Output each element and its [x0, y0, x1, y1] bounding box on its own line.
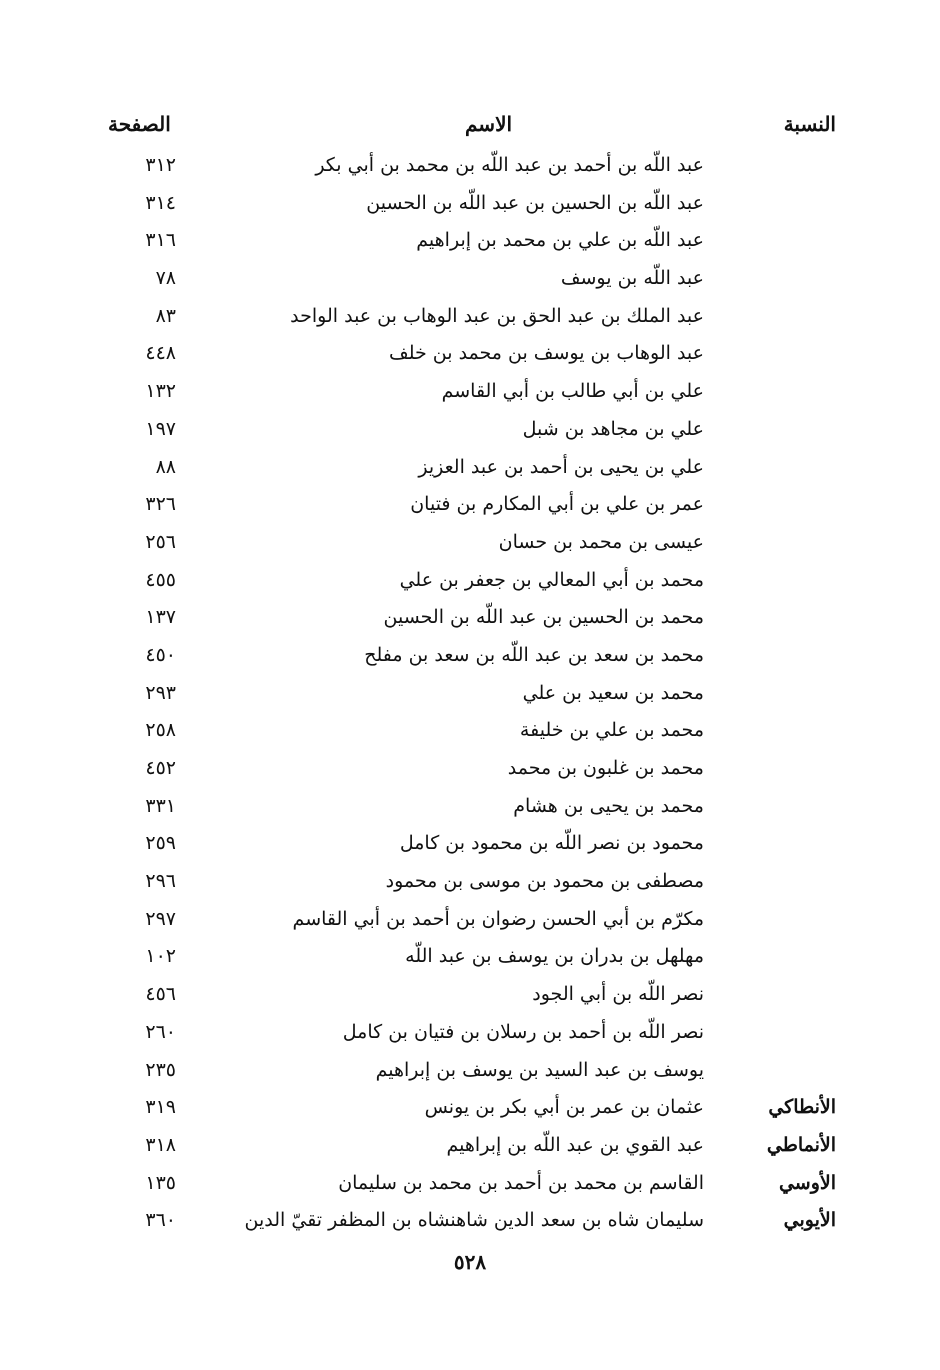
row-page: ١٣٧ [145, 606, 176, 629]
table-row [0, 414, 940, 452]
table-row [0, 527, 940, 565]
row-name: محمد بن الحسين بن عبد اللّه بن الحسين [383, 606, 704, 629]
table-row [0, 1055, 940, 1093]
row-page: ٣١٦ [145, 229, 176, 252]
row-name: سليمان شاه بن سعد الدين شاهنشاه بن المظفر تقيّ الدين [244, 1209, 704, 1232]
table-row [0, 715, 940, 753]
row-name: عثمان بن عمر بن أبي بكر بن يونس [424, 1096, 704, 1119]
table-row [0, 452, 940, 490]
table-row [0, 1130, 940, 1168]
table-row [0, 1017, 940, 1055]
row-name: محمد بن يحيى بن هشام [513, 794, 704, 817]
row-page: ٣٢٦ [145, 493, 176, 516]
row-page: ٢٥٨ [145, 719, 176, 742]
row-page: ١٣٢ [145, 380, 176, 403]
table-row [0, 225, 940, 263]
header-nisba: النسبة [783, 112, 836, 136]
row-name: علي بن أبي طالب بن أبي القاسم [441, 380, 704, 403]
row-page: ٢٥٩ [145, 832, 176, 855]
table-row [0, 602, 940, 640]
table-header [0, 112, 940, 142]
table-row [0, 338, 940, 376]
row-nisba: الأوسي [778, 1171, 836, 1194]
table-row [0, 904, 940, 942]
row-name: مهلهل بن بدران بن يوسف بن عبد اللّه [405, 945, 704, 968]
header-name: الاسم [465, 112, 513, 136]
row-name: مصطفى بن محمود بن موسى بن محمود [385, 870, 704, 893]
row-name: محمود بن نصر اللّه بن محمود بن كامل [399, 832, 704, 855]
table-row [0, 1168, 940, 1206]
row-name: محمد بن غلبون بن محمد [507, 757, 704, 779]
table-row [0, 828, 940, 866]
table-row [0, 979, 940, 1017]
row-name: عمر بن علي بن أبي المكارم بن فتيان [410, 493, 704, 516]
row-page: ١٠٢ [145, 945, 176, 968]
table-row [0, 150, 940, 188]
row-page: ٣١٤ [145, 191, 176, 214]
row-page: ٤٤٨ [145, 342, 176, 365]
row-name: عبد اللّه بن الحسين بن عبد اللّه بن الحسين [366, 191, 704, 214]
row-page: ٣٦٠ [145, 1209, 176, 1232]
row-page: ٣١٢ [145, 154, 176, 176]
row-name: عبد اللّه بن يوسف [560, 267, 704, 290]
row-nisba: الأيوبي [783, 1209, 836, 1232]
row-name: مكرّم بن أبي الحسن رضوان بن أحمد بن أبي القاسم [292, 907, 704, 930]
row-page: ٤٥٥ [145, 568, 176, 591]
row-page: ٤٥٢ [145, 757, 176, 779]
table-row [0, 791, 940, 829]
row-name: محمد بن سعيد بن علي [522, 681, 704, 704]
row-name: محمد بن علي بن خليفة [519, 719, 704, 742]
row-name: عيسى بن محمد بن حسان [498, 530, 704, 553]
row-page: ٨٣ [155, 304, 176, 327]
row-name: عبد القوي بن عبد اللّه بن إبراهيم [446, 1133, 704, 1156]
row-name: عبد اللّه بن أحمد بن عبد اللّه بن محمد بن أبي بكر [315, 154, 704, 176]
row-nisba: الأنماطي [766, 1133, 836, 1156]
table-row [0, 1205, 940, 1243]
row-name: نصر اللّه بن أحمد بن رسلان بن فتيان بن كامل [342, 1020, 704, 1043]
row-page: ٢٩٦ [145, 870, 176, 893]
row-name: علي بن يحيى بن أحمد بن عبد العزيز [418, 455, 704, 478]
table-row [0, 678, 940, 716]
table-row [0, 640, 940, 678]
row-page: ٣٣١ [145, 794, 176, 817]
row-page: ٢٣٥ [145, 1058, 176, 1081]
row-name: القاسم بن محمد بن أحمد بن محمد بن سليمان [338, 1171, 704, 1194]
table-row [0, 565, 940, 603]
row-name: محمد بن سعد بن عبد اللّه بن سعد بن مفلح [364, 643, 704, 666]
row-name: نصر اللّه بن أبي الجود [532, 983, 704, 1006]
table-row [0, 376, 940, 414]
table-row [0, 753, 940, 791]
table-row [0, 489, 940, 527]
header-page: الصفحة [108, 112, 171, 136]
index-table [0, 150, 940, 1243]
row-name: عبد اللّه بن علي بن محمد بن إبراهيم [416, 229, 704, 252]
table-row [0, 941, 940, 979]
table-row [0, 263, 940, 301]
row-name: محمد بن أبي المعالي بن جعفر بن علي [399, 568, 704, 591]
row-page: ٣١٨ [145, 1133, 176, 1156]
row-name: عبد الملك بن عبد الحق بن عبد الوهاب بن عبد الواحد [290, 304, 704, 327]
table-row [0, 866, 940, 904]
row-page: ٢٩٣ [145, 681, 176, 704]
row-page: ٢٦٠ [145, 1020, 176, 1043]
table-row [0, 188, 940, 226]
row-page: ٧٨ [155, 267, 176, 290]
row-name: علي بن مجاهد بن شبل [522, 417, 704, 440]
page-number: ٥٢٨ [453, 1250, 487, 1274]
row-page: ٣١٩ [145, 1096, 176, 1119]
table-row [0, 301, 940, 339]
row-page: ٢٥٦ [145, 530, 176, 553]
row-page: ١٣٥ [145, 1171, 176, 1194]
row-page: ١٩٧ [145, 417, 176, 440]
row-page: ٤٥٠ [145, 643, 176, 666]
row-name: عبد الوهاب بن يوسف بن محمد بن خلف [389, 342, 704, 365]
row-page: ٤٥٦ [145, 983, 176, 1006]
row-name: يوسف بن عبد السيد بن يوسف بن إبراهيم [375, 1058, 704, 1081]
table-row [0, 1092, 940, 1130]
row-page: ٨٨ [155, 455, 176, 478]
row-nisba: الأنطاكي [768, 1096, 836, 1119]
row-page: ٢٩٧ [145, 907, 176, 930]
